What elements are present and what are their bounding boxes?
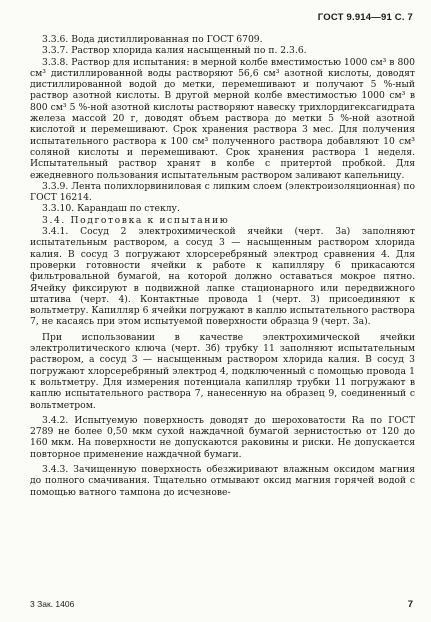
paragraph-3-3-7: 3.3.7. Раствор хлорида калия насыщенный по п. 2.3.6.: [42, 45, 307, 57]
paragraph-3-3-9: 3.3.9. Лента полихлорвиниловая с липким слоем (электроизоляционная) по ГОСТ 16214.: [30, 180, 415, 204]
paragraph-3-3-6: 3.3.6. Вода дистиллированная по ГОСТ 6709.: [42, 34, 263, 45]
page-number: 7: [407, 599, 413, 610]
paragraph-electrolytic-key: При использовании в качестве электрохимической ячейки электролитического ключа (черт. 3б) трубку 11 заполняют испытательным раствором, а сосуд 3 — насыщенным раствором хлорида калия. В сосуд 3 погружают хлорсеребряный электрод 4, подключенный с помощью провода 1 к вольтметру. Для измерения потенциала капилляр трубки 11 погружают в каплю испытательного раствора 7, нанесенную на образец 9, соединенный с вольтметром.: [30, 331, 415, 411]
standard-header: ГОСТ 9.914—91 С. 7: [317, 12, 413, 23]
section-title-3-4: 3.4. Подготовка к испытанию: [42, 214, 230, 226]
print-order-mark: 3 Зак. 1406: [30, 599, 75, 609]
document-body: [30, 34, 415, 498]
paragraph-3-4-1: 3.4.1. Сосуд 2 электрохимической ячейки (черт. 3а) заполняют испытательным раствором, а сосуд 3 — насыщенным раствором хлорида калия. В сосуд 3 погружают хлорсеребряный электрод сравнения 4. Для проверки готовности ячейки к работе к капилляру 6 прикасаются фильтровальной бумагой, на которой должно оставаться мокрое пятно. Ячейку фиксируют в подвижной лапке стационарного или передвижного штатива (черт. 4). Контактные провода 1 (черт. 3) присоединяют к вольтметру. Капилляр 6 ячейки погружают в каплю испытательного раствора 7, не касаясь при этом испытуемой поверхности образца 9 (черт. 3а).: [30, 226, 415, 328]
paragraph-3-3-8: 3.3.8. Раствор для испытания: в мерной колбе вместимостью 1000 см³ в 800 см³ дистиллированной воды растворяют 56,6 см³ азотной кислоты, доводят дистиллированной водой до метки, перемешивают и получают 5 %-ный раствор азотной кислоты. В другой мерной колбе вместимостью 1000 см³ в 800 см³ 5 %-ной азотной кислоты растворяют навеску трихлордигексагидрата железа массой 20 г, доводят объем раствора до метки 5 %-ной азотной кислотой и перемешивают. Срок хранения раствора 3 мес. Для получения испытательного раствора к 100 см³ полученного раствора добавляют 10 см³ соляной кислоты и перемешивают. Срок хранения раствора 1 неделя. Испытательный раствор хранят в колбе с притертой пробкой. Для ежедневного пользования испытательным раствором заливают капельницу.: [30, 56, 415, 181]
paragraph-3-4-3: 3.4.3. Зачищенную поверхность обезжиривают влажным оксидом магния до полного смачивания. Тщательно отмывают оксид магния горячей водой с помощью ватного тампона до исчезнове-: [30, 463, 415, 498]
paragraph-3-4-2: 3.4.2. Испытуемую поверхность доводят до шероховатости Ra по ГОСТ 2789 не более 0,50 мкм сухой наждачной бумагой зернистостью от 120 до 160 мкм. На поверхности не допускаются раковины и риски. Не допускается повторное применение наждачной бумаги.: [30, 414, 415, 460]
page-footer: [30, 599, 413, 610]
paragraph-3-3-10: 3.3.10. Карандаш по стеклу.: [42, 203, 180, 215]
